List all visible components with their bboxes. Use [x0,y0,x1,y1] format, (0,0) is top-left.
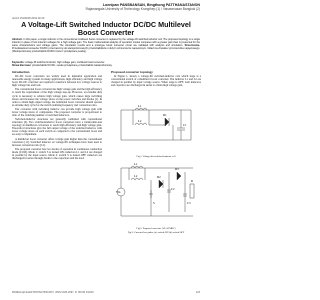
abstract [12,39,200,54]
fig1-label-c1: C1 [183,123,187,127]
streszczenie-label: Streszczenie. [184,43,201,47]
keywords-label: Keywords: [12,61,25,64]
slowa-text: przekształtnik DC/DC, cewka przełączana, przekształtnik wielopoziomowy. [32,63,113,67]
doi: doi:10.15199/48.2019.02.29 [12,17,45,20]
figure-1 [113,100,199,158]
fig1-label-l1: L1 [138,104,142,108]
intro-paragraph: A multilevel boost converter offers voltage gain higher than the conventional converters [11]. Switched inductor on voltage-lift techniques have been used to increase conversion ratio [12]. [12,137,102,147]
author-block [60,4,200,11]
intro-paragraph: The proposed converter has two modes of operation in continuous conduction mode (CCM). Mode 1: switch S is turned ON, inductors L1 and L2 are charged in parallel by the input source. Mode 2: switch S is turned OFF, inductors are discharged in series through diodes to the capacitors and the load. [12,148,102,161]
slowa-label: Słowa kluczowe: [12,63,32,67]
intro-paragraph: DC-DC boost converters are widely used in industrial application and renewable energy system. In many applications, high efficiency and high voltage boost DC-DC converter are required to interface between low voltage sources to high voltage bus and load. [12,75,102,88]
figure-3-caption: Fig.3. Current flow paths: (a) switch ON (b) switch OFF [127,231,185,234]
intro-paragraph: The conventional boost converter has high voltage gain and the high efficiency to reach the requirement of the high voltage step-up. However, an extreme duty cycle is necessary to achieve high voltage gain, which causes large switching losses and increases the voltage stress on the power switches and diodes [1]. In order to obtain high output voltage, the traditional boost converter should operate at extreme duty cycle for the switch realizing frequency and conversion ratio. [12,88,102,107]
footer-journal: PRZEGLĄD ELEKTROTECHNICZNY, ISSN 0033-2097, R. 95 NR 2/2019 [12,291,94,294]
fig1-label-d1: D1 [163,113,167,117]
abstract-label: Abstract. [12,38,23,41]
proposed-paragraph: In Figure 1, shown a voltage-lift switched-inductor cell, which stage is a conventional switch of a multilevel boost converter. The inductor L1 and L2 are charged in parallel by input voltage source. When stage is OFF, both inductors and capacitor are discharged in series to obtain high voltage gain. [111,75,201,88]
fig2-label-d3: D3 [175,167,179,171]
figure-1-caption: Fig.1. Voltage-lift switched-inductor cell [136,155,176,158]
right-column [111,71,201,88]
fig2-label-l2: L2 [134,174,138,178]
footer-page-number: 123 [195,291,200,294]
intro-paragraph: Switched-inductor structures are generally combined with conventional structures [4]. Two switched-inductor boost converters have a transformer-less topology in multilevel converters to reach high efficiency and high voltage gain. Theoretical structures give the full output voltage of the switched inductor, with lower voltage stress on each switch as compared to the conventional boost and are easy to implement. [12,118,102,137]
fig2-label-vin: Vin [116,190,121,194]
fig2-label-d1: D2 [157,175,161,179]
fig2-label-c2: C2 [171,187,175,191]
fig2-label-c3: C3 [187,201,191,205]
paper-title: A Voltage-Lift Switched Inductor DC/DC Multilevel Boost Converter [21,20,191,38]
fig2-label-r: R [191,179,194,183]
keywords [12,62,200,68]
author-names: Loenlpan PANSBANSAN, Bingthong PATTHANASTANON [102,3,200,7]
figure-2-caption: Fig.2. Proposed converter (VL-SI MBC) [136,227,176,230]
fig1-label-l2: L2 [138,119,142,123]
proposed-heading: Proposed converter topology [111,70,153,74]
fig2-label-l1: L1 [134,162,138,166]
author-affiliation: Rajamangala University of Technology Krungthep (1) / Vanasevasan Bangkok (2) [85,6,200,11]
page-footer [12,291,200,294]
introduction-heading: Introduction [12,70,30,74]
keywords-text: voltage-lift switched inductor, high voltage gain, multilevel boost converter. [25,61,105,64]
figure-2 [113,160,199,230]
intro-paragraph: The converter with switching inductor can provide high voltage gain with lower voltage stress of components. The proposed converter is proportional to ratio of the switching number of switched inductors. [12,107,102,117]
figure-2-circuit [113,160,199,222]
figure-1-circuit [113,100,199,150]
streszczenie-text: Przedstawiono konwerter DC/DC przeznaczony do wielopoziomowych przekształtników o dużym wzmocnieniu napięciowym. Układ ma charakter przemiennika napięciowego. (Wielopoziomowy przekształtnik DC/DC boost z przełączaną cewką). [12,46,200,53]
abstract-text: In this paper, a single inductor in the conventional multilevel boost converter is replaced by the voltage-lift switched-inductor cell. The proposed topology is a single inductor in place of two inductor voltages for a high voltage gain. The basic mathematical analysis of operation modes compares with a greater gain than is presented for the same characteristics and voltage gains. The simulation results and a prototype boost converter circuit are validated with analysis and simulation. [12,38,200,47]
fig2-label-s: S [153,201,155,205]
left-column [12,71,102,161]
